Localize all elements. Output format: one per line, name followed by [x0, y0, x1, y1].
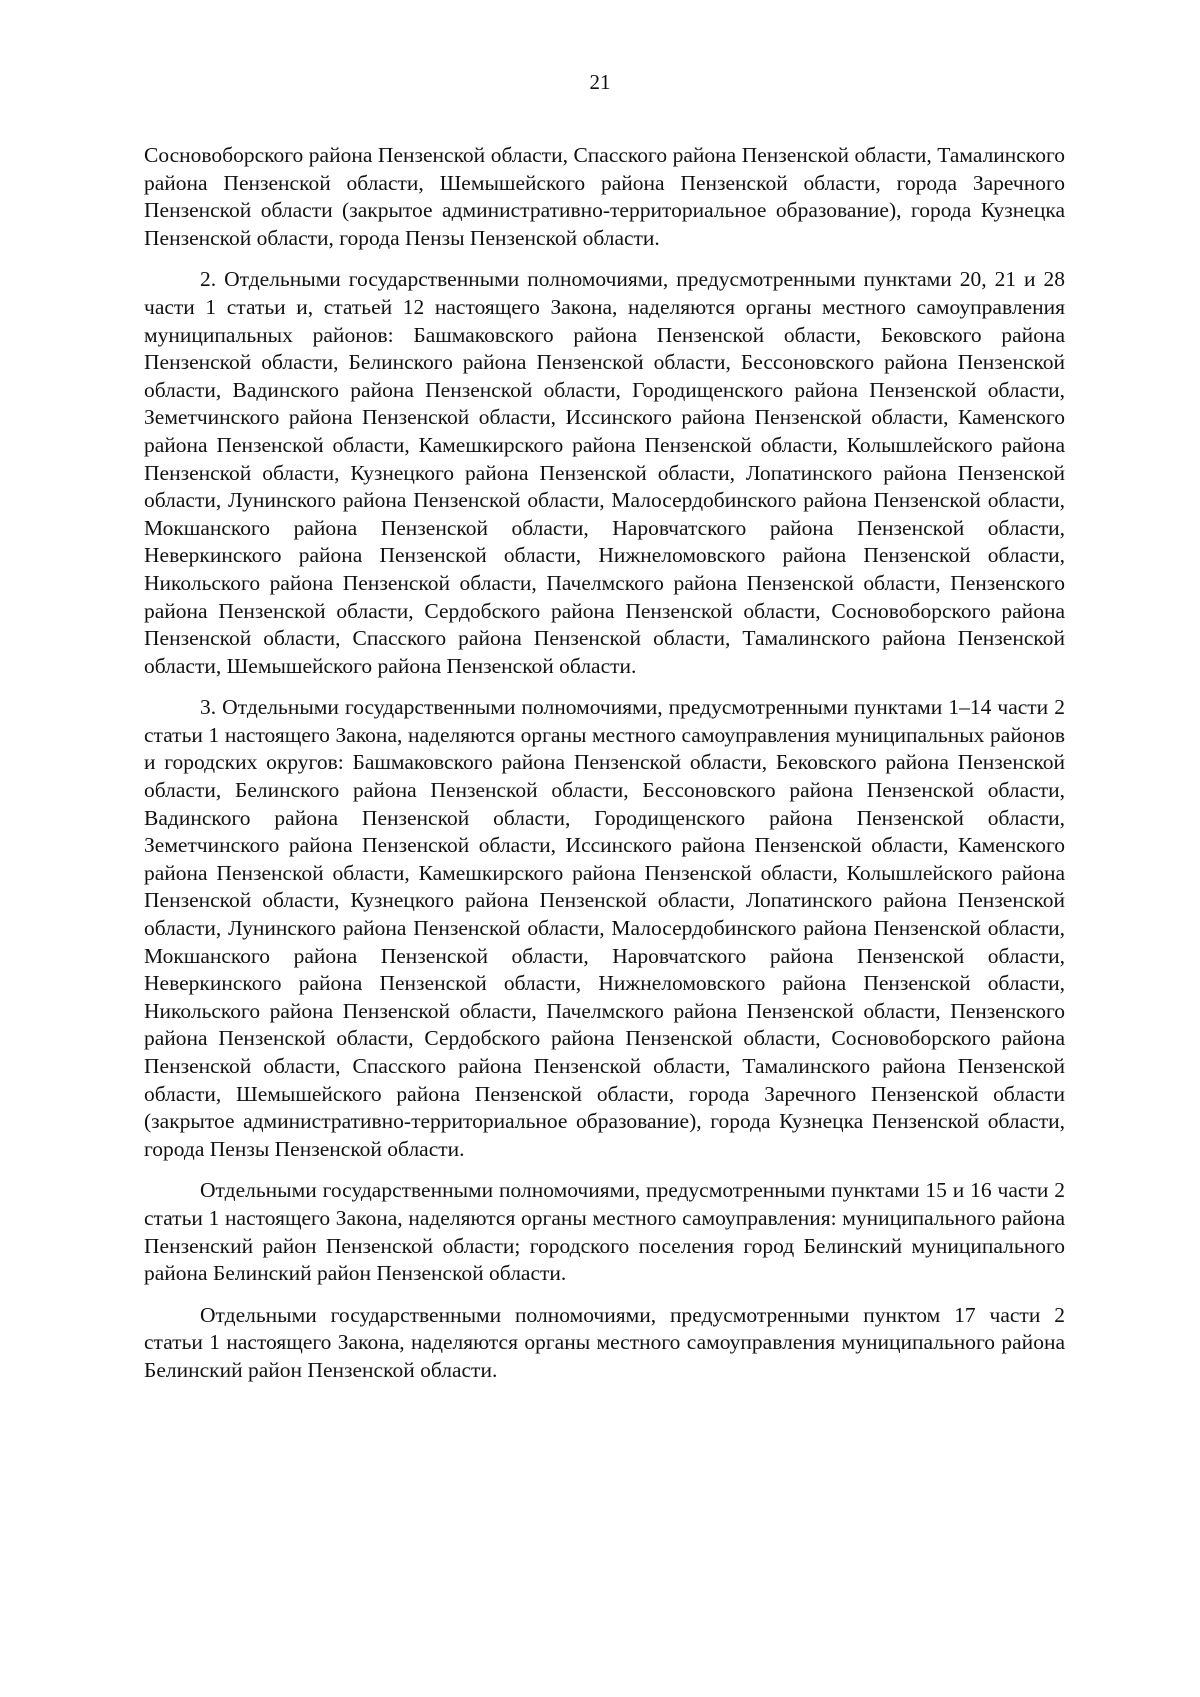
- document-body: [144, 142, 1065, 1385]
- paragraph-continuation: Сосновоборского района Пензенской области, Спасского района Пензенской области, Тамалинского района Пензенской области, Шемышейского района Пензенской области, города Заречного Пензенской области (закрытое административно-территориальное образование), города Кузнецка Пензенской области, города Пензы Пензенской области.: [144, 143, 1065, 250]
- paragraph-item-2: 2. Отдельными государственными полномочиями, предусмотренными пунктами 20, 21 и 28 части 1 статьи и, статьей 12 настоящего Закона, наделяются органы местного самоуправления муниципальных районов: Башмаковского района Пензенской области, Бековского района Пензенской области, Белинского района Пензенской области, Бессоновского района Пензенской области, Вадинского района Пензенской области, Городищенского района Пензенской области, Земетчинского района Пензенской области, Иссинского района Пензенской области, Каменского района Пензенской области, Камешкирского района Пензенской области, Колышлейского района Пензенской области, Кузнецкого района Пензенской области, Лопатинского района Пензенской области, Лунинского района Пензенской области, Малосердобинского района Пензенской области, Мокшанского района Пензенской области, Наровчатского района Пензенской области, Неверкинского района Пензенской области, Нижнеломовского района Пензенской области, Никольского района Пензенской области, Пачелмского района Пензенской области, Пензенского района Пензенской области, Сердобского района Пензенской области, Сосновоборского района Пензенской области, Спасского района Пензенской области, Тамалинского района Пензенской области, Шемышейского района Пензенской области.: [144, 267, 1065, 678]
- page-number: 21: [589, 70, 611, 94]
- paragraph-point-17: Отдельными государственными полномочиями, предусмотренными пунктом 17 части 2 статьи 1 настоящего Закона, наделяются органы местного самоуправления муниципального района Белинский район Пензенской области.: [144, 1302, 1065, 1382]
- paragraph-points-15-16: Отдельными государственными полномочиями, предусмотренными пунктами 15 и 16 части 2 статьи 1 настоящего Закона, наделяются органы местного самоуправления: муниципального района Пензенский район Пензенской области; городского поселения город Белинский муниципального района Белинский район Пензенской области.: [144, 1178, 1065, 1286]
- paragraph-item-3: 3. Отдельными государственными полномочиями, предусмотренными пунктами 1–14 части 2 статьи 1 настоящего Закона, наделяются органы местного самоуправления муниципальных районов и городских округов: Башмаковского района Пензенской области, Бековского района Пензенской области, Белинского района Пензенской области, Бессоновского района Пензенской области, Вадинского района Пензенской области, Городищенского района Пензенской области, Земетчинского района Пензенской области, Иссинского района Пензенской области, Каменского района Пензенской области, Камешкирского района Пензенской области, Колышлейского района Пензенской области, Кузнецкого района Пензенской области, Лопатинского района Пензенской области, Лунинского района Пензенской области, Малосердобинского района Пензенской области, Мокшанского района Пензенской области, Наровчатского района Пензенской области, Неверкинского района Пензенской области, Нижнеломовского района Пензенской области, Никольского района Пензенской области, Пачелмского района Пензенской области, Пензенского района Пензенской области, Сердобского района Пензенской области, Сосновоборского района Пензенской области, Спасского района Пензенской области, Тамалинского района Пензенской области, Шемышейского района Пензенской области, города Заречного Пензенской области (закрытое административно-территориальное образование), города Кузнецка Пензенской области, города Пензы Пензенской области.: [144, 695, 1065, 1161]
